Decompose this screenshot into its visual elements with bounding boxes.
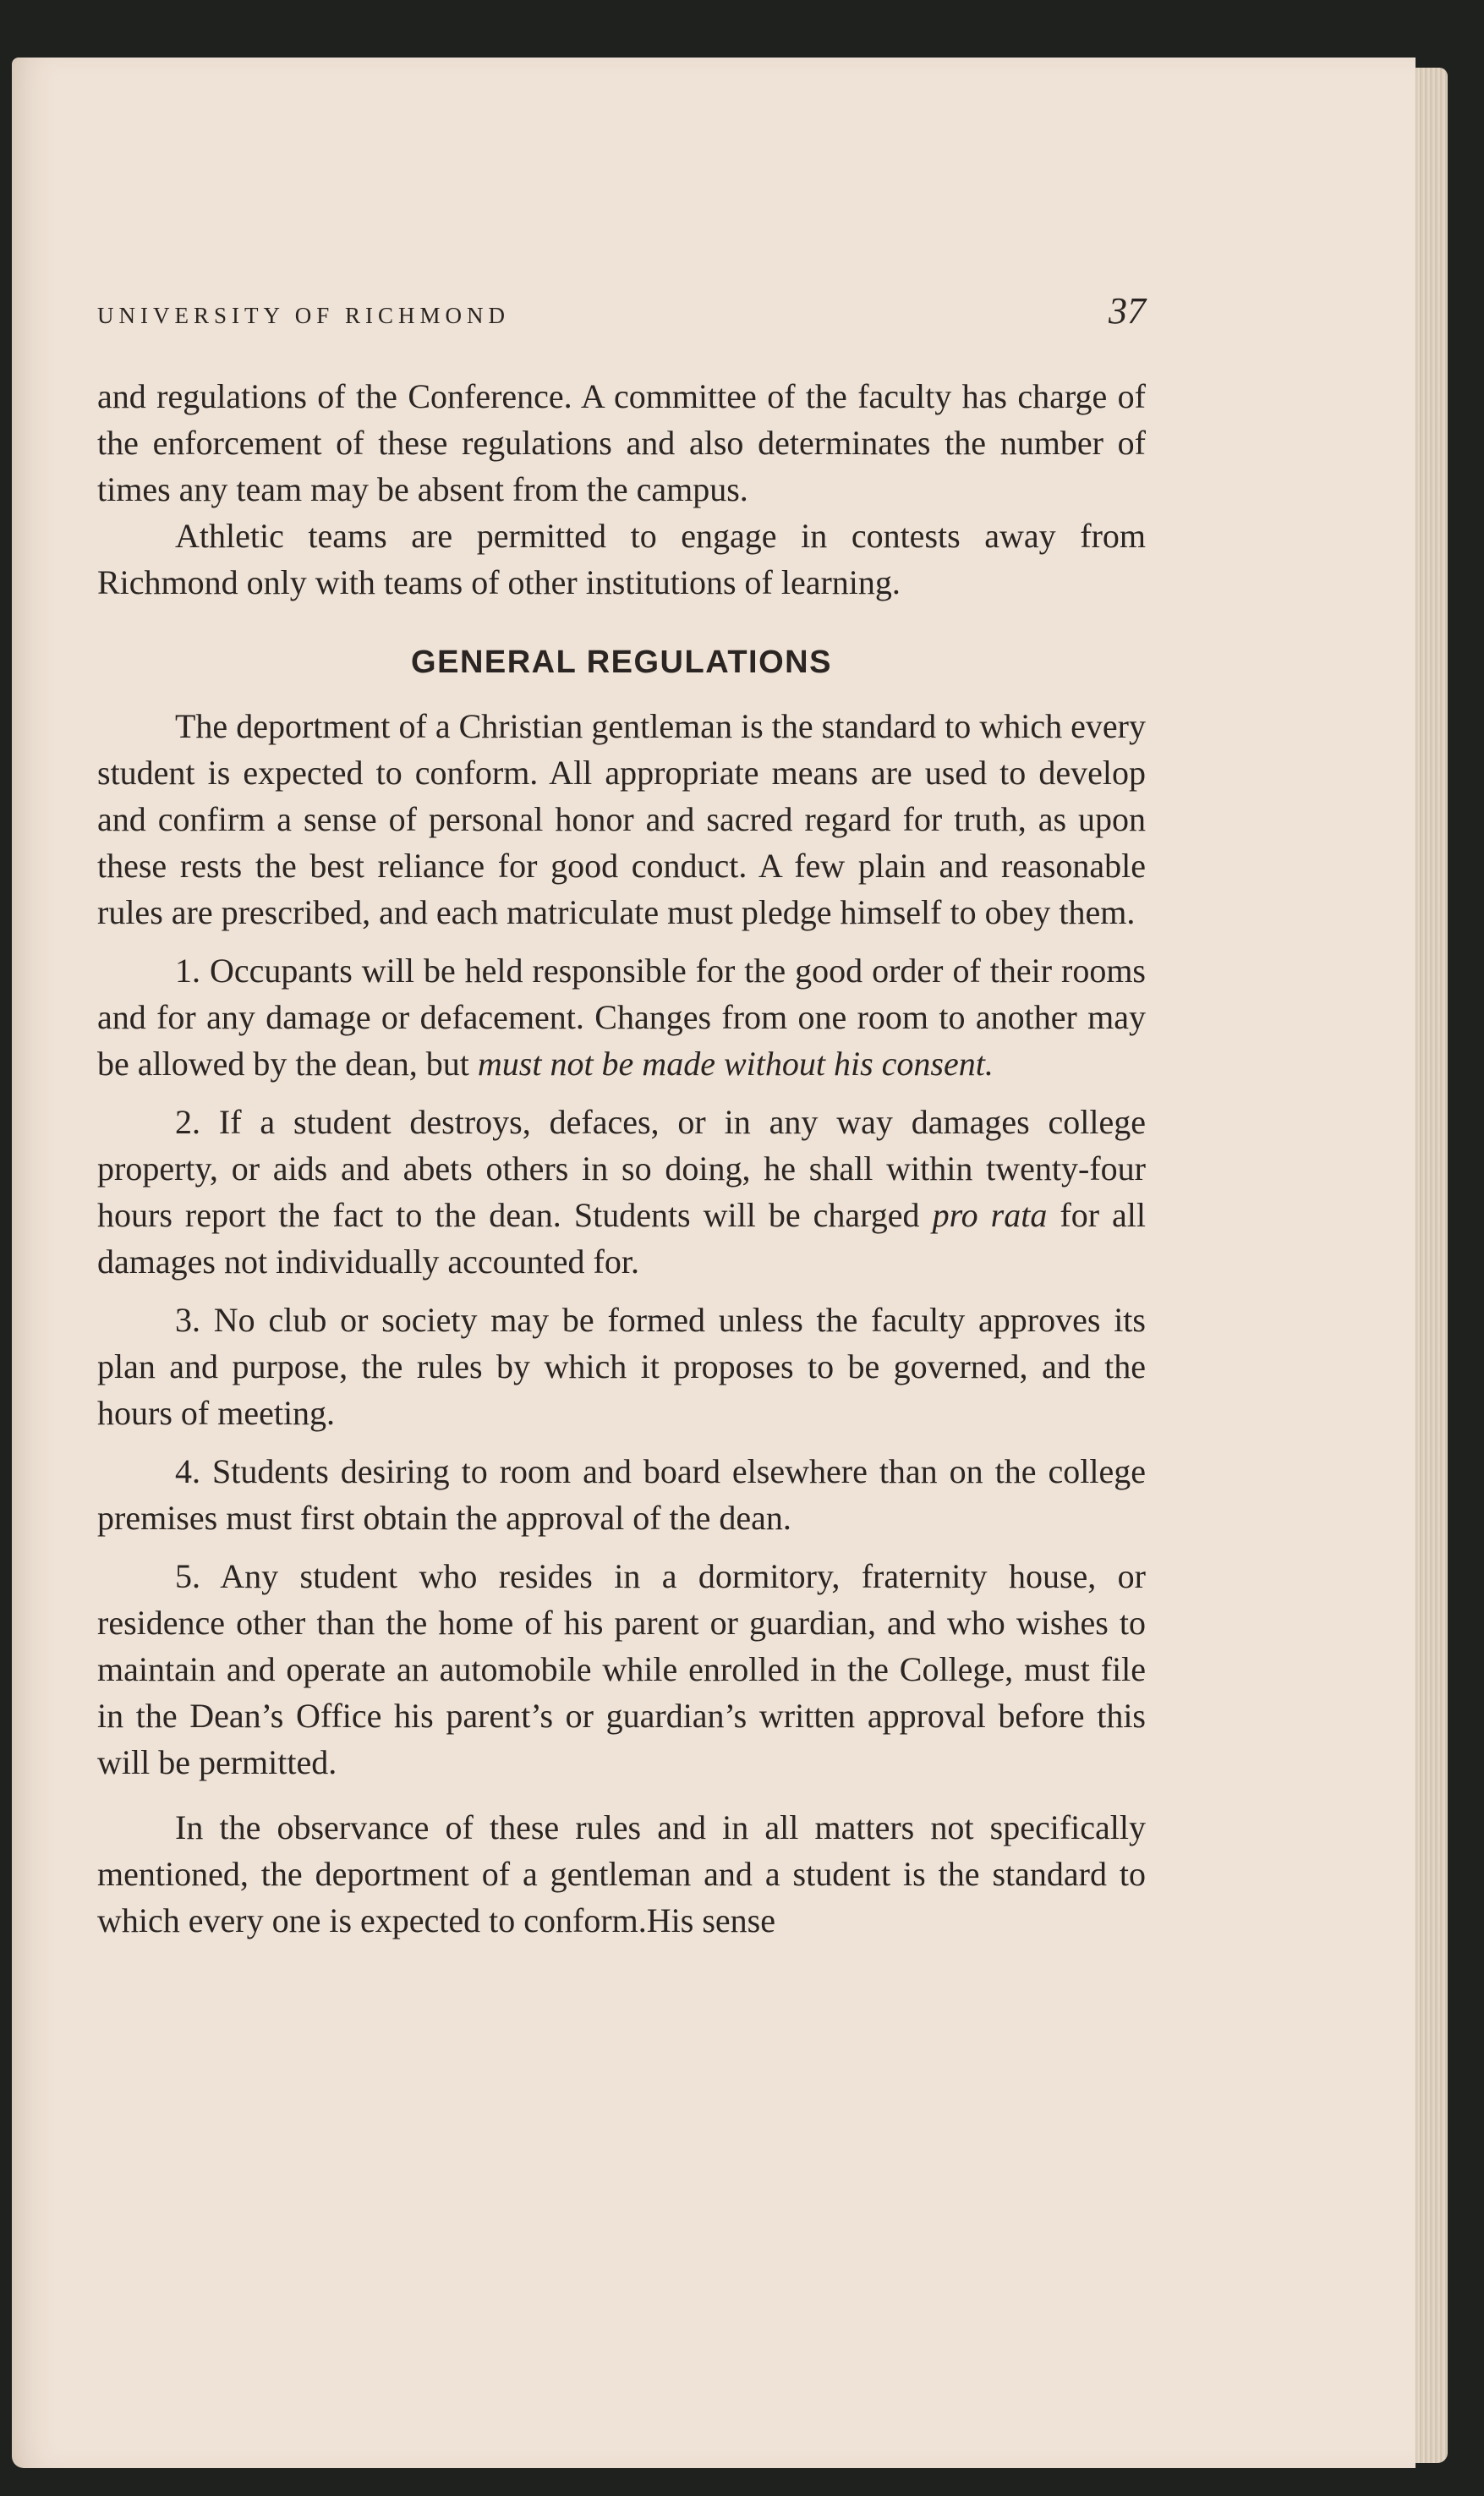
continuation-paragraph: and regulations of the Conference. A committee of the faculty has charge of the enforcement of these regulations and also determinates the number of times any team may be absent from the campus. [97, 377, 1146, 508]
rule-2-text-before: 2. If a student destroys, defaces, or in any way damages college property, or aids and abets others in so doing, he shall within twenty-four hours report the fact to the dean. Students will be charged [97, 1103, 1146, 1234]
page-text [97, 288, 1146, 1944]
athletic-paragraph: Athletic teams are permitted to engage in contests away from Richmond only with teams of other institutions of learning. [97, 517, 1146, 601]
rule-3: 3. No club or society may be formed unless the faculty approves its plan and purpose, the rules by which it proposes to be governed, and the hours of meeting. [97, 1301, 1146, 1432]
rule-1-text: 1. Occupants will be held responsible for the good order of their rooms and for any damage or defacement. Changes from one room to another may be allowed by the dean, but [97, 952, 1146, 1083]
rule-2-emphasis: pro rata [932, 1196, 1048, 1234]
rule-2 [97, 1099, 1146, 1285]
intro-paragraph: The deportment of a Christian gentleman is the standard to which every student is expected to conform. All appropriate means are used to develop and confirm a sense of personal honor and sacred regard for truth, as upon these rests the best reliance for good conduct. A few plain and reasonable rules are prescribed, and each matriculate must pledge himself to obey them. [97, 707, 1146, 931]
running-head: UNIVERSITY OF RICHMOND [97, 303, 511, 328]
rule-1-emphasis: must not be made without his consent. [477, 1045, 994, 1083]
rule-4: 4. Students desiring to room and board elsewhere than on the college premises must first obtain the approval of the dean. [97, 1452, 1146, 1537]
rule-5: 5. Any student who resides in a dormitory, fraternity house, or residence other than the home of his parent or guardian, and who wishes to maintain and operate an automobile while enrolled in the College, must file in the Dean’s Office his parent’s or guardian’s written approval before this will be permitted. [97, 1557, 1146, 1781]
rule-1 [97, 947, 1146, 1087]
section-heading: GENERAL REGULATIONS [411, 645, 832, 680]
page-header [97, 288, 1146, 339]
page-number: 37 [1109, 290, 1146, 332]
rule-2-text-after: for all damages not individually accounted for. [97, 1196, 1147, 1281]
closing-paragraph: In the observance of these rules and in all matters not specifically mentioned, the deportment of a gentleman and a student is the standard to which every one is expected to conform.His sense [97, 1808, 1146, 1939]
